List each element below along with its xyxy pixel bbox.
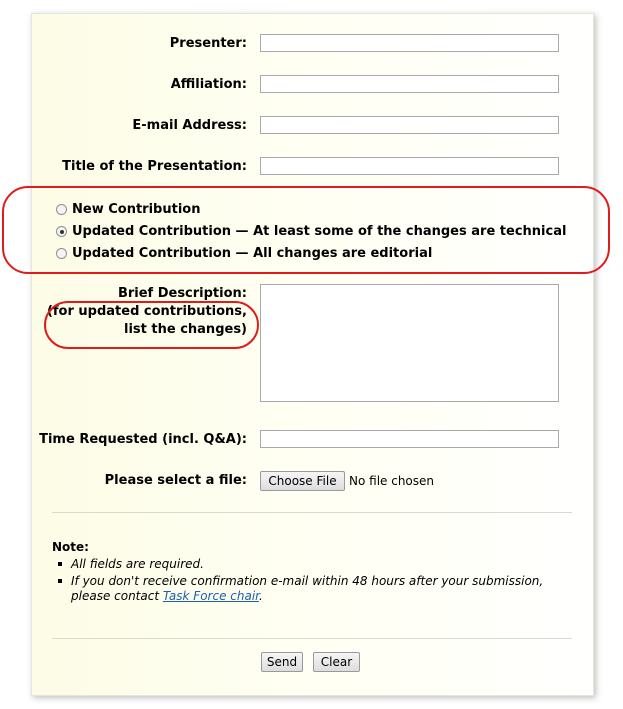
description-label-line2: (for updated contributions, xyxy=(46,304,247,319)
bullet-icon xyxy=(58,562,62,566)
presenter-input[interactable] xyxy=(260,34,559,52)
affiliation-label: Affiliation: xyxy=(170,77,247,92)
clear-button[interactable]: Clear xyxy=(313,652,360,672)
file-label: Please select a file: xyxy=(104,473,247,488)
radio-button[interactable] xyxy=(56,248,67,259)
radio-label: Updated Contribution — All changes are editorial xyxy=(72,246,433,261)
email-label: E-mail Address: xyxy=(132,118,247,133)
radio-label: New Contribution xyxy=(72,202,201,217)
presenter-label: Presenter: xyxy=(169,36,247,51)
description-textarea[interactable] xyxy=(260,284,559,402)
radio-updated-technical[interactable] xyxy=(56,224,566,239)
note-list xyxy=(58,557,558,606)
note-item-text: If you don't receive confirmation e-mail within 48 hours after your submission, please contact xyxy=(71,574,544,603)
divider-bottom xyxy=(52,638,572,639)
divider-top xyxy=(52,512,572,513)
description-label-line3: list the changes) xyxy=(124,322,247,337)
radio-button-selected[interactable] xyxy=(56,226,67,237)
bullet-icon xyxy=(58,579,62,583)
description-label-line1: Brief Description: xyxy=(117,286,247,301)
radio-button[interactable] xyxy=(56,204,67,215)
no-file-text: No file chosen xyxy=(349,474,435,488)
affiliation-input[interactable] xyxy=(260,75,559,93)
radio-updated-editorial[interactable] xyxy=(56,246,432,261)
description-label xyxy=(47,285,247,339)
email-input[interactable] xyxy=(260,116,559,134)
note-item-suffix: . xyxy=(259,589,263,603)
note-item xyxy=(58,557,558,572)
task-force-chair-link[interactable]: Task Force chair xyxy=(162,589,259,603)
time-input[interactable] xyxy=(260,430,559,448)
title-label: Title of the Presentation: xyxy=(62,159,247,174)
note-title: Note: xyxy=(52,540,89,554)
time-label: Time Requested (incl. Q&A): xyxy=(39,432,247,447)
choose-file-button[interactable]: Choose File xyxy=(260,471,345,491)
note-item-text: All fields are required. xyxy=(71,557,204,571)
note-item xyxy=(58,574,558,604)
title-input[interactable] xyxy=(260,157,559,175)
send-button[interactable]: Send xyxy=(261,652,303,672)
radio-new-contribution[interactable] xyxy=(56,202,200,217)
radio-label: Updated Contribution — At least some of the changes are technical xyxy=(72,224,567,239)
